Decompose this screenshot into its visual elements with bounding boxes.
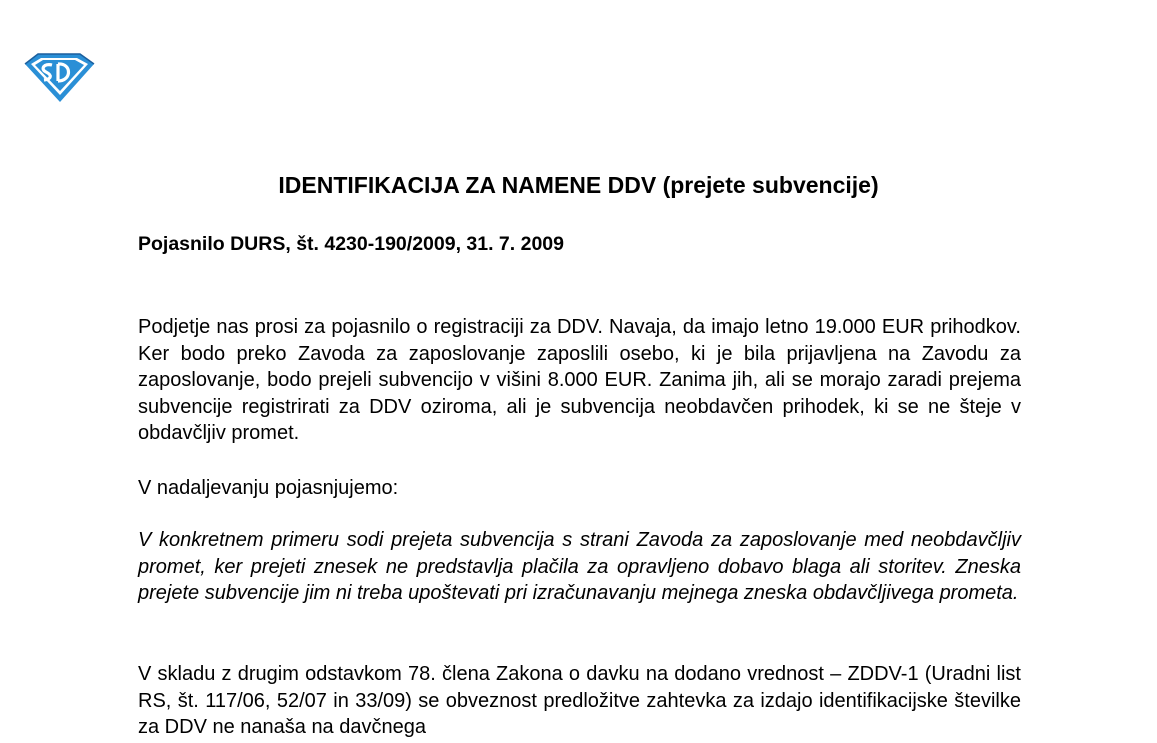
paragraph-legal: V skladu z drugim odstavkom 78. člena Zakona o davku na dodano vrednost – ZDDV-1 (Uradni list RS, št. 117/06, 52/07 in 33/09) se obveznost predložitve zahtevka za izdajo identifikacijske številke za DDV ne nanaša na davčnega xyxy=(138,663,1021,738)
shield-logo-icon xyxy=(22,50,96,104)
company-logo xyxy=(22,50,96,104)
document-title: IDENTIFIKACIJA ZA NAMENE DDV (prejete subvencije) xyxy=(278,172,879,198)
paragraph-answer: V konkretnem primeru sodi prejeta subvencija s strani Zavoda za zaposlovanje med neobdavčljiv promet, ker prejeti znesek ne predstavlja plačila za opravljeno dobavo blaga ali storitev. Zneska prejete subvencije jim ni treba upoštevati pri izračunavanju mejnega zneska obdavčljivega prometa. xyxy=(138,529,1021,604)
document-subtitle: Pojasnilo DURS, št. 4230-190/2009, 31. 7. 2009 xyxy=(138,233,564,255)
paragraph-intro: V nadaljevanju pojasnjujemo: xyxy=(138,477,399,499)
paragraph-question: Podjetje nas prosi za pojasnilo o registraciji za DDV. Navaja, da imajo letno 19.000 EUR prihodkov. Ker bodo preko Zavoda za zaposlovanje zaposlili osebo, ki je bila prijavljena na Zavodu za zaposlovanje, bodo prejeli subvencijo v višini 8.000 EUR. Zanima jih, ali se morajo zaradi prejema subvencije registrirati za DDV oziroma, ali je subvencija neobdavčen prihodek, ki se ne šteje v obdavčljiv promet. xyxy=(138,316,1021,444)
